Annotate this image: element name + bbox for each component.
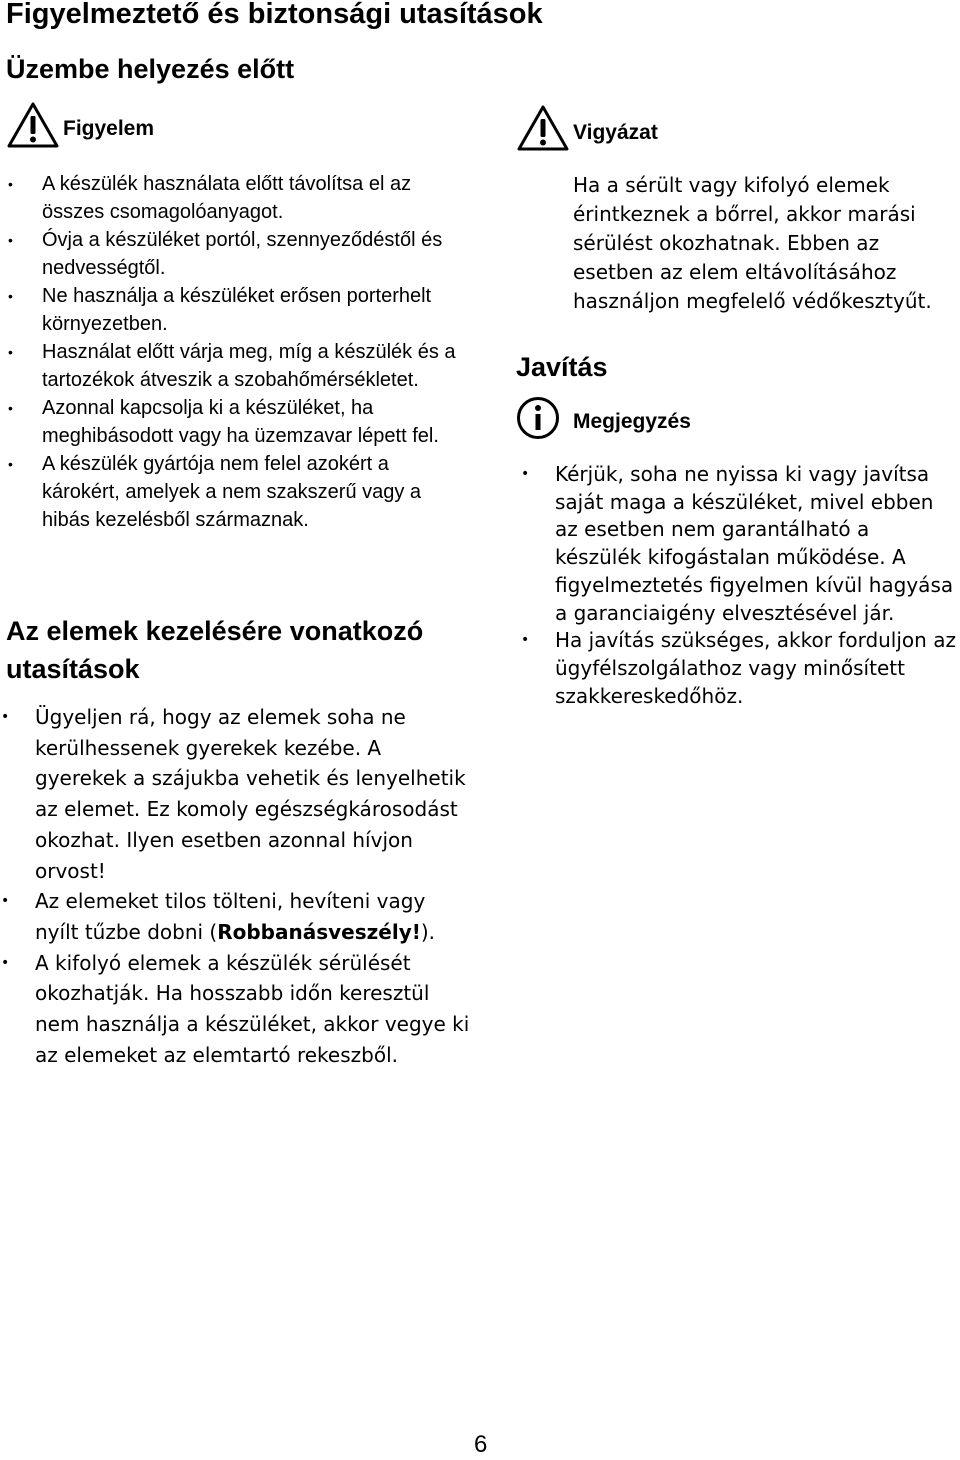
page-title: Figyelmeztető és biztonsági utasítások (6, 0, 543, 30)
bullet-icon: • (521, 466, 530, 482)
warning-label: Vigyázat (573, 121, 658, 144)
list-item: • Kérjük, soha ne nyissa ki vagy javítsa saját maga a készüléket, mivel ebben az esetben nem garantálható a készülék kifogástalan működése. A figyelmeztetés figyelmen kívül hagyása a garanciaigény elvesztésével jár. (521, 462, 954, 625)
list-item: • Használat előtt várja meg, míg a készülék és a tartozékok átveszik a szobahőmérsékletet. (42, 338, 462, 394)
list-item: • Óvja a készüléket portól, szennyeződéstől és nedvességtől. (42, 226, 462, 282)
caution-label: Figyelem (63, 117, 155, 140)
bullet-icon: • (1, 893, 10, 910)
list-item: • A készülék használata előtt távolítsa el az összes csomagolóanyagot. (42, 170, 462, 226)
page-number: 6 (474, 1431, 488, 1458)
list-item: • Ügyeljen rá, hogy az elemek soha ne kerülhessenek gyerekek kezébe. A gyerekek a szájukba vehetik és lenyelhetik az elemet. Ez komoly egészségkárosodást okozhat. Ilyen esetben azonnal hívjon orvost! (35, 702, 475, 886)
section-heading-battery: Az elemek kezelésére vonatkozó utasítások (6, 616, 424, 684)
bullet-icon: • (8, 288, 13, 304)
list-item: • A kifolyó elemek a készülék sérülését okozhatják. Ha hosszabb időn keresztül nem használja a készüléket, akkor vegye ki az elemeket az elemtartó rekeszből. (35, 948, 475, 1071)
bullet-icon: • (8, 400, 13, 416)
bullet-icon: • (1, 709, 10, 725)
section-heading-before-use: Üzembe helyezés előtt (6, 54, 295, 84)
repair-list (521, 461, 960, 710)
section-heading-repair: Javítás (516, 352, 608, 382)
list-item: • A készülék gyártója nem felel azokért a károkért, amelyek a nem szakszerű vagy a hibás kezelésből származnak. (42, 450, 462, 534)
bullet-icon: • (1, 954, 10, 971)
explosion-hazard-text: Robbanásveszély! (217, 919, 421, 944)
list-item: • Az elemeket tilos tölteni, hevíteni vagy nyílt tűzbe dobni (Robbanásveszély!). (35, 886, 475, 947)
info-circle-icon (516, 396, 560, 440)
warning-triangle-icon (516, 104, 570, 152)
warning-triangle-icon (6, 101, 60, 149)
bullet-icon: • (8, 232, 13, 248)
note-label: Megjegyzés (573, 410, 691, 433)
list-item: • Ne használja a készüléket erősen porterhelt környezetben. (42, 282, 462, 338)
battery-list (1, 702, 475, 1070)
bullet-icon: • (521, 632, 530, 649)
bullet-icon: • (8, 176, 13, 192)
bullet-icon: • (8, 344, 13, 360)
before-use-list (8, 170, 462, 534)
bullet-icon: • (8, 456, 13, 472)
list-item: • Ha javítás szükséges, akkor forduljon az ügyfélszolgálathoz vagy minősített szakkereskedőhöz. (521, 628, 956, 708)
warning-text: Ha a sérült vagy kifolyó elemek érintkeznek a bőrrel, akkor marási sérülést okozhatnak. Ebben az esetben az elem eltávolításához használjon megfelelő védőkesztyűt. (573, 173, 932, 313)
list-item: • Azonnal kapcsolja ki a készüléket, ha meghibásodott vagy ha üzemzavar lépett fel. (42, 394, 462, 450)
